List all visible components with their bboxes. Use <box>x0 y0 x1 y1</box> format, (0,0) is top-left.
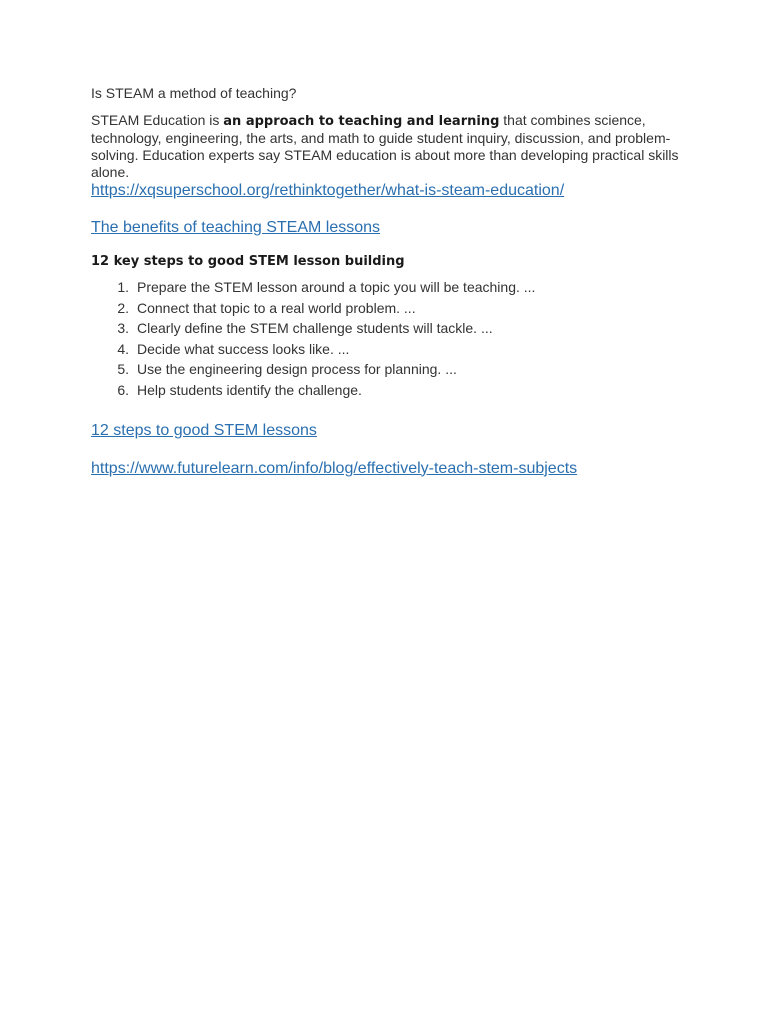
steps-heading: 12 key steps to good STEM lesson building <box>91 254 405 269</box>
list-item <box>91 359 691 380</box>
list-item <box>91 318 691 339</box>
list-item-text: Connect that topic to a real world problem. ... <box>137 299 416 316</box>
paragraph-start: STEAM Education is <box>91 112 224 128</box>
paragraph-bold-phrase: an approach to teaching and learning <box>223 114 500 129</box>
list-item-number: 2. <box>117 299 129 316</box>
list-item <box>91 298 691 319</box>
list-item-number: 3. <box>117 320 129 337</box>
list-item <box>91 339 691 360</box>
list-item-number: 5. <box>117 361 129 378</box>
list-item-text: Prepare the STEM lesson around a topic you will be teaching. ... <box>137 279 536 295</box>
paragraph-end: that combines science, technology, engineering, the arts, and math to guide student inquiry, discussion, and problem-solving. Education experts say STEAM education is about more than developing practical skills alone. <box>91 112 679 180</box>
list-item-text: Clearly define the STEM challenge students will tackle. ... <box>137 320 493 337</box>
list-item-text: Use the engineering design process for planning. ... <box>137 361 457 378</box>
list-item-number: 1. <box>117 279 129 295</box>
steps-list <box>91 277 691 401</box>
stem-steps-link[interactable]: 12 steps to good STEM lessons <box>91 421 317 439</box>
list-item-text: Help students identify the challenge. <box>137 381 362 398</box>
list-item <box>91 277 691 298</box>
xqsuperschool-link[interactable]: https://xqsuperschool.org/rethinktogether/what-is-steam-education/ <box>91 182 565 199</box>
futurelearn-link[interactable]: https://www.futurelearn.com/info/blog/effectively-teach-stem-subjects <box>91 459 578 477</box>
list-item-text: Decide what success looks like. ... <box>137 340 350 357</box>
benefits-link[interactable]: The benefits of teaching STEAM lessons <box>91 219 381 236</box>
list-item <box>91 380 691 401</box>
document-page <box>91 85 691 478</box>
list-item-number: 4. <box>117 340 129 357</box>
list-item-number: 6. <box>117 381 129 398</box>
steam-definition-paragraph <box>91 112 691 181</box>
question-line: Is STEAM a method of teaching? <box>91 85 297 101</box>
